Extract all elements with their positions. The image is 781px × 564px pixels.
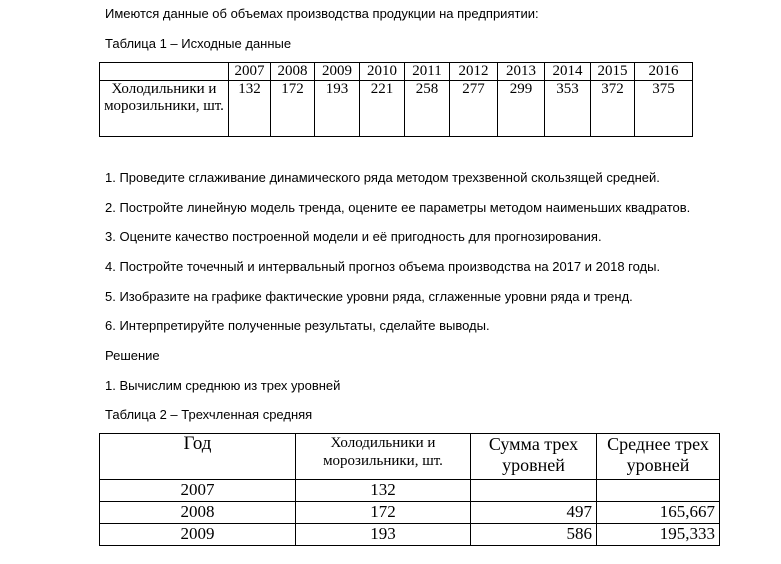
- table-row: [100, 480, 720, 502]
- table1-year-2015: 2015: [591, 63, 635, 81]
- table1-value: 277: [450, 81, 498, 137]
- table2-header-fridges: [296, 434, 471, 480]
- table2: [99, 433, 720, 546]
- table2-cell-year: 2008: [100, 502, 296, 524]
- table1-value: 258: [405, 81, 450, 137]
- table2-header-sum: [471, 434, 597, 480]
- table2-header-avg: [597, 434, 720, 480]
- table2-caption: Таблица 2 – Трехчленная средняя: [105, 407, 313, 422]
- solution-heading: Решение: [105, 348, 160, 363]
- table1-year-2009: 2009: [315, 63, 360, 81]
- table1-year-2008: 2008: [271, 63, 315, 81]
- table2-cell-value: 193: [296, 524, 471, 546]
- table1-year-2013: 2013: [498, 63, 545, 81]
- table2-cell-year: 2007: [100, 480, 296, 502]
- table2-header-avg-line1: Среднее трех: [607, 434, 709, 454]
- table2-cell-year: 2009: [100, 524, 296, 546]
- table1-header-row: [100, 63, 693, 81]
- table2-cell-sum: 586: [471, 524, 597, 546]
- intro-text: Имеются данные об объемах производства продукции на предприятии:: [105, 6, 539, 21]
- table-row: [100, 524, 720, 546]
- table2-cell-value: 172: [296, 502, 471, 524]
- table2-cell-value: 132: [296, 480, 471, 502]
- table1-value: 299: [498, 81, 545, 137]
- table1: [99, 62, 693, 137]
- table1-value: 372: [591, 81, 635, 137]
- table1-year-2010: 2010: [360, 63, 405, 81]
- table1-value: 221: [360, 81, 405, 137]
- table1-year-2012: 2012: [450, 63, 498, 81]
- table1-year-2007: 2007: [229, 63, 271, 81]
- table2-cell-avg: 195,333: [597, 524, 720, 546]
- table1-value-row: [100, 81, 693, 137]
- table2-header-sum-line1: Сумма трех: [488, 434, 579, 454]
- table2-cell-sum: [471, 480, 597, 502]
- table2-header-avg-line2: уровней: [626, 455, 690, 475]
- table1-value: 193: [315, 81, 360, 137]
- solution-step-1: 1. Вычислим среднюю из трех уровней: [105, 378, 341, 393]
- task-6: 6. Интерпретируйте полученные результаты, сделайте выводы.: [105, 318, 490, 333]
- table2-header-year: [100, 434, 296, 480]
- table1-value: 132: [229, 81, 271, 137]
- table1-year-2014: 2014: [545, 63, 591, 81]
- table2-cell-avg: [597, 480, 720, 502]
- table2-header-year-text: Год: [183, 433, 212, 454]
- table1-row-label: Холодильники и морозильники, шт.: [100, 81, 229, 137]
- table2-header-fridges-line1: Холодильники и: [330, 435, 436, 451]
- task-4: 4. Постройте точечный и интервальный прогноз объема производства на 2017 и 2018 годы.: [105, 259, 661, 274]
- table1-value: 172: [271, 81, 315, 137]
- task-3: 3. Оцените качество построенной модели и её пригодность для прогнозирования.: [105, 229, 602, 244]
- table2-header-row: [100, 434, 720, 480]
- table1-value: 353: [545, 81, 591, 137]
- table1-caption: Таблица 1 – Исходные данные: [105, 36, 292, 51]
- task-1: 1. Проведите сглаживание динамического ряда методом трехзвенной скользящей средней.: [105, 170, 660, 185]
- table1-value: 375: [635, 81, 693, 137]
- table1-corner-cell: [100, 63, 229, 81]
- task-2: 2. Постройте линейную модель тренда, оцените ее параметры методом наименьших квадратов.: [105, 200, 691, 215]
- table1-year-2011: 2011: [405, 63, 450, 81]
- task-5: 5. Изобразите на графике фактические уровни ряда, сглаженные уровни ряда и тренд.: [105, 289, 633, 304]
- table1-year-2016: 2016: [635, 63, 693, 81]
- table2-cell-sum: 497: [471, 502, 597, 524]
- table2-header-fridges-line2: морозильники, шт.: [323, 453, 443, 469]
- table-row: [100, 502, 720, 524]
- table2-header-sum-line2: уровней: [502, 455, 565, 475]
- table2-cell-avg: 165,667: [597, 502, 720, 524]
